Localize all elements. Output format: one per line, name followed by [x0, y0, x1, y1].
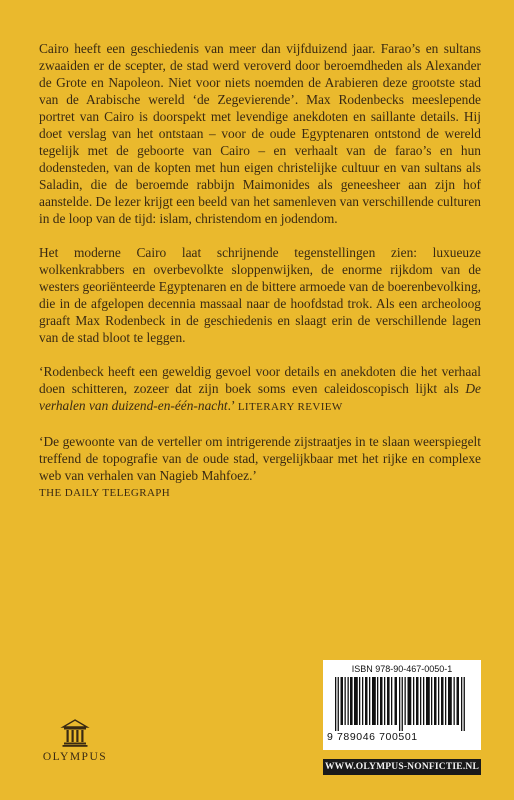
- publisher-logo: [35, 718, 115, 763]
- barcode-digits: 9 789046 700501: [327, 731, 418, 743]
- blurb-text: [39, 40, 481, 519]
- quote-literary-review: [39, 363, 481, 416]
- paragraph-2: Het moderne Cairo laat schrijnende tegenstellingen zien: luxueuze wolkenkrabbers en overbevolkte sloppenwijken, de enorme rijkdom van de westers georiënteerde Egyptenaren en de bittere armoede van de boerenbevolking, die in de afgelopen decennia massaal naar de hoofdstad trok. Als een archeoloog graaft Max Rodenbeck in de geschiedenis en slaagt erin de verschillende lagen van de stad bloot te leggen.: [39, 245, 481, 345]
- quote-1-title: De verhalen van duizend-en-één-nacht: [39, 381, 481, 413]
- quote-1-close: .’: [227, 398, 238, 413]
- publisher-website: WWW.OLYMPUS-NONFICTIE.NL: [323, 759, 481, 775]
- quote-1-text: ‘Rodenbeck heeft een geweldig gevoel voor details en anekdoten die het verhaal doen schitteren, zozeer dat zijn boek soms even caleidoscopisch lijkt als: [39, 364, 481, 396]
- quote-2-text: ‘De gewoonte van de verteller om intrigerende zijstraatjes in te slaan weerspiegelt treffend de topografie van de oude stad, vergelijkbaar met het rijke en complexe web van verhalen van Nagieb Mahfoez.’: [39, 434, 481, 483]
- publisher-name: OLYMPUS: [42, 751, 108, 763]
- isbn-label: ISBN 978-90-467-0050-1: [351, 664, 453, 674]
- quote-1-source: LITERARY REVIEW: [237, 401, 343, 413]
- temple-icon: [60, 718, 90, 748]
- paragraph-1: Cairo heeft een geschiedenis van meer dan vijfduizend jaar. Farao’s en sultans zwaaiden er de scepter, de stad werd veroverd door beroemdheden als Alexander de Grote en Napoleon. Niet voor niets noemden de Arabieren deze grootste stad van de Arabische wereld ‘de Zegevierende’. Max Rodenbecks meeslepende portret van Cairo is doorspekt met levendige anekdoten en saillante details. Hij doet verslag van het ontstaan – voor de oude Egyptenaren ontstond de wereld tegelijk met de geboorte van Cairo – en verhaalt van de farao’s en hun dodensteden, van de kopten met hun eigen christelijke cultuur en van sultans als Saladin, die de beroemde rabbijn Maimonides als geneesheer aan zijn hof aanstelde. De lezer krijgt een beeld van het samenleven van verschillende culturen in de loop van de tijd: islam, christendom en jodendom.: [39, 41, 481, 226]
- barcode-bars: [335, 677, 469, 731]
- quote-daily-telegraph: [39, 433, 481, 502]
- quote-2-source: THE DAILY TELEGRAPH: [39, 487, 171, 499]
- barcode: [323, 660, 481, 750]
